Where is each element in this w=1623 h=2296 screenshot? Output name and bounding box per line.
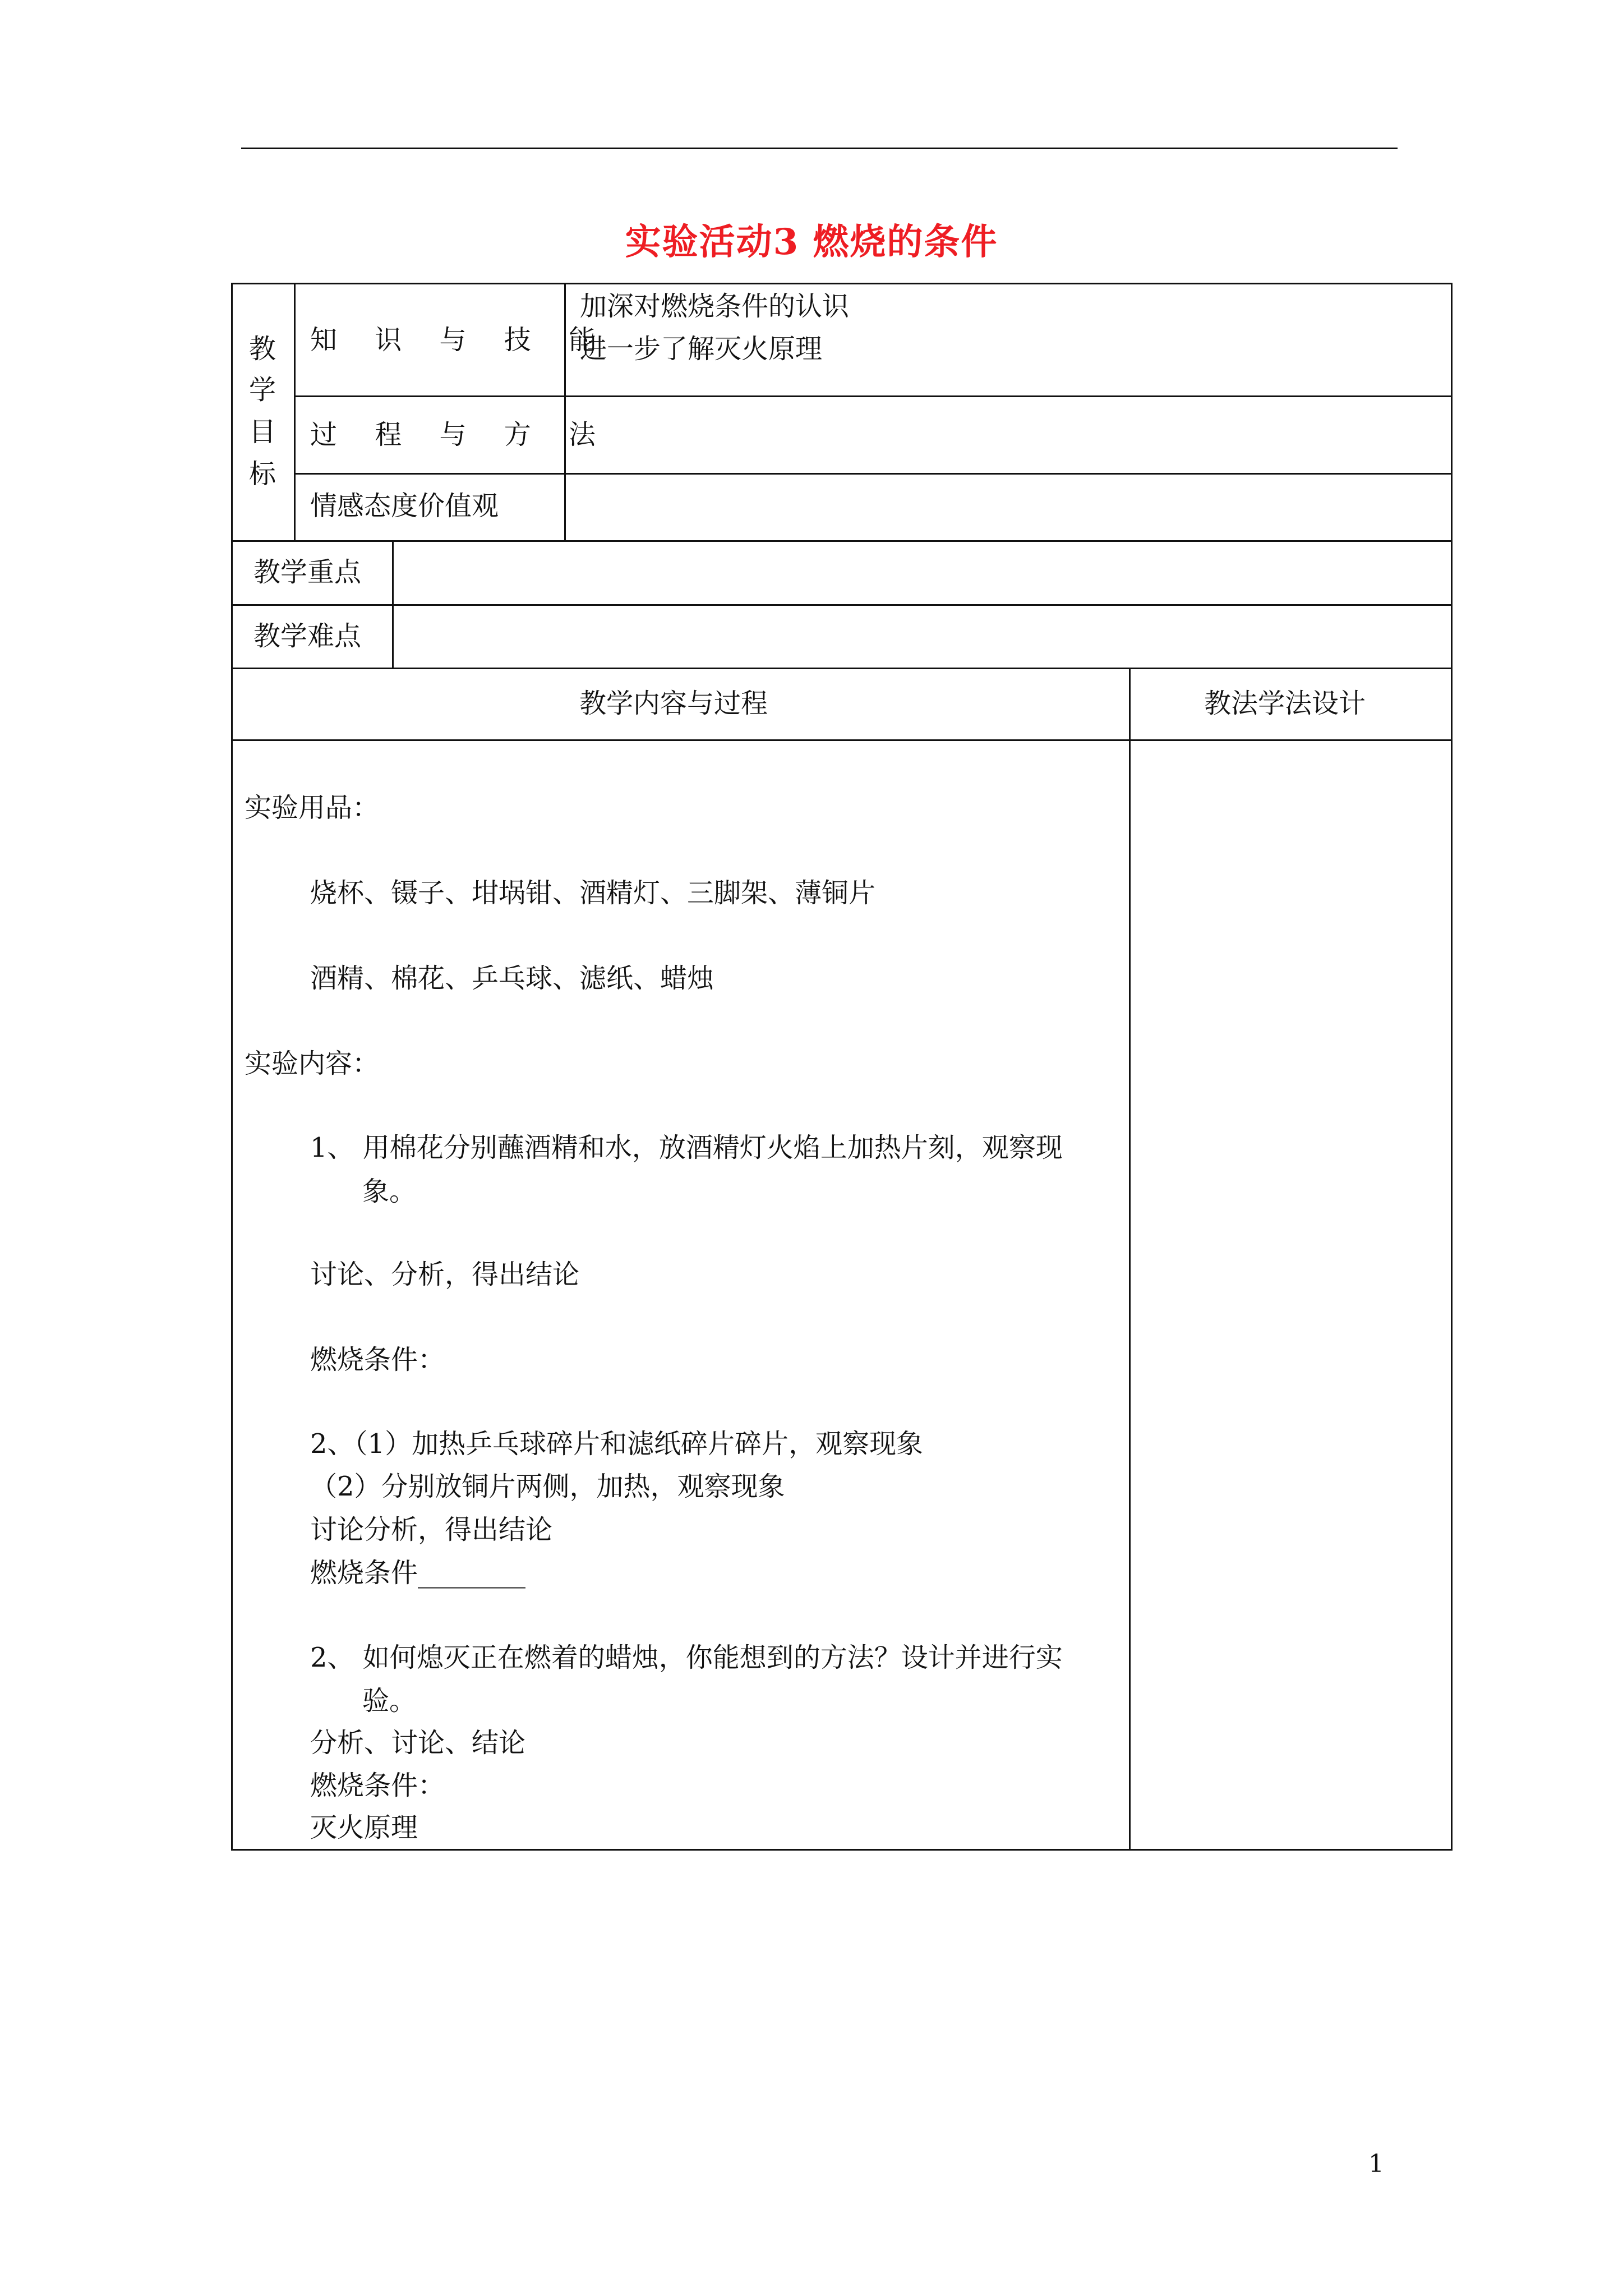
step1-condition: 燃烧条件： (310, 1344, 445, 1375)
objective-label-attitude: 情感态度价值观 (310, 490, 499, 522)
objective-content-line: 进一步了解灭火原理 (580, 333, 823, 365)
step1-line2: 象。 (362, 1176, 417, 1207)
table-bottom-border (231, 1849, 1453, 1851)
table-top-border (231, 283, 1453, 284)
page-title: 实验活动3 燃烧的条件 (625, 221, 998, 263)
step3-discuss: 分析、讨论、结论 (310, 1727, 526, 1759)
column-header-bottom-divider (231, 739, 1453, 741)
page-number: 1 (1368, 2150, 1384, 2178)
column-header-method: 教法学法设计 (1204, 688, 1366, 719)
objectives-group-char: 学 (249, 374, 276, 406)
objectives-group-char: 教 (249, 333, 276, 365)
step2-line1: 2、（1）加热乒乓球碎片和滤纸碎片碎片，观察现象 (310, 1428, 924, 1460)
key-point-label: 教学重点 (253, 556, 362, 588)
step3-line1: 2、 如何熄灭正在燃着的蜡烛，你能想到的方法？设计并进行实 (310, 1642, 1063, 1673)
step1-line1: 1、 用棉花分别蘸酒精和水，放酒精灯火焰上加热片刻，观察现 (310, 1132, 1063, 1163)
step3-principle: 灭火原理 (310, 1812, 418, 1843)
table-right-border (1451, 283, 1453, 1851)
objective-content-line: 加深对燃烧条件的认识 (580, 291, 850, 322)
objectives-row-divider-1 (294, 395, 1453, 397)
objective-label-knowledge: 知 识 与 技 能 (310, 324, 611, 356)
objectives-group-char: 目 (249, 416, 276, 448)
step2-condition: 燃烧条件________ (310, 1557, 526, 1589)
materials-line: 酒精、棉花、乒乓球、滤纸、蜡烛 (310, 963, 714, 994)
column-divider (1129, 668, 1131, 1849)
step2-discuss: 讨论分析，得出结论 (310, 1514, 553, 1545)
table-left-border (231, 283, 233, 1851)
objectives-bottom-divider (231, 540, 1453, 542)
materials-heading: 实验用品： (245, 792, 380, 823)
materials-line: 烧杯、镊子、坩埚钳、酒精灯、三脚架、薄铜片 (310, 877, 876, 909)
objectives-row-divider-2 (294, 473, 1453, 475)
step3-line2: 验。 (362, 1685, 417, 1717)
step2-line2: （2）分别放铜片两侧，加热，观察现象 (310, 1471, 785, 1502)
header-rule (241, 148, 1398, 149)
key-point-bottom-divider (231, 604, 1453, 606)
step1-discuss: 讨论、分析，得出结论 (310, 1259, 580, 1290)
objectives-label-divider (564, 283, 566, 541)
step3-condition: 燃烧条件： (310, 1770, 445, 1801)
column-header-process: 教学内容与过程 (579, 688, 768, 719)
objective-label-process: 过 程 与 方 法 (310, 419, 611, 450)
objectives-group-divider (294, 283, 296, 541)
content-heading: 实验内容： (245, 1048, 380, 1079)
difficulty-label: 教学难点 (253, 620, 362, 652)
objectives-group-char: 标 (249, 458, 276, 490)
difficulty-bottom-divider (231, 668, 1453, 669)
